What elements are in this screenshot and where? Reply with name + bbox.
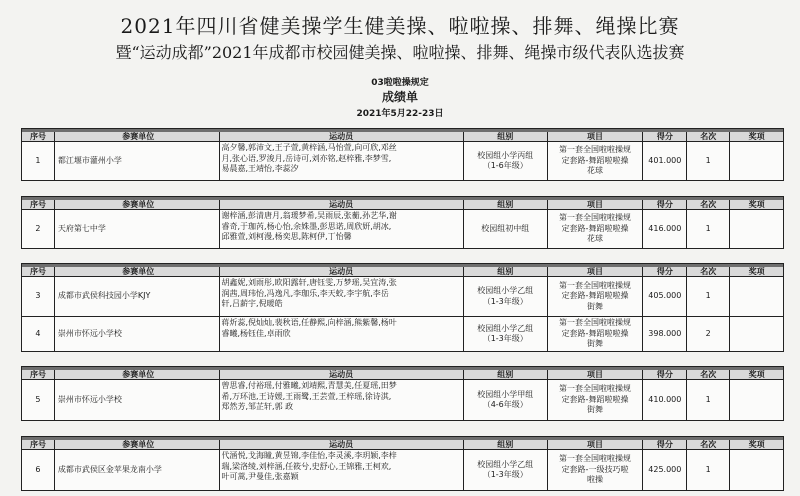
cell-item: 第一套全国啦啦操规 定套路-舞蹈啦啦操 街舞 (548, 380, 644, 420)
table-row (22, 210, 783, 248)
header-group: 组别 (464, 370, 548, 379)
sheet-title: 成绩单 (381, 90, 418, 104)
header-score: 得分 (643, 200, 687, 209)
table-header (22, 197, 783, 210)
cell-award (730, 450, 783, 490)
header-rank: 名次 (687, 132, 730, 141)
header-score: 得分 (643, 132, 687, 141)
header-unit: 参赛单位 (55, 440, 220, 449)
cell-unit: 崇州市怀远小学校 (55, 380, 220, 420)
cell-no: 4 (22, 317, 55, 351)
cell-unit: 崇州市怀远小学校 (55, 317, 220, 351)
result-block-2 (21, 196, 784, 249)
table-row (22, 277, 783, 317)
cell-athletes: 胡鑫妮,刘雨彤,欧阳露轩,唐钰雯,万梦瑶,吴宜涛,张 润茜,周玮怡,冯逸凡,李珈乐,李天蛟,李宇航,李岳 轩,吕薪宇,倪暖皓 (220, 277, 464, 316)
header-no: 序号 (22, 440, 55, 449)
cell-unit: 成都市武侯科技园小学KJY (55, 277, 220, 316)
cell-rank: 1 (687, 142, 730, 180)
header-no: 序号 (22, 200, 55, 209)
header-award: 奖项 (748, 370, 765, 379)
sub-title: 暨“运动成都”2021年成都市校园健美操、啦啦操、排舞、绳操市级代表队选拔赛 (115, 43, 685, 62)
cell-award (730, 210, 783, 248)
cell-item: 第一套全国啦啦操规 定套路-舞蹈啦啦操 街舞 (548, 277, 644, 316)
cell-rank: 1 (687, 277, 730, 316)
header-athletes: 运动员 (220, 200, 464, 209)
table-header (22, 129, 783, 142)
cell-unit: 天府第七中学 (55, 210, 220, 248)
cell-athletes: 高夕馨,郭沛文,王子萱,黄梓涵,马怡萱,向可欣,邓丝 月,张心语,罗浚月,岳诗可,刘亦铭,赵梓雅,李梦雪, 易晨嘉,王靖怡,李蕊汐 (220, 142, 464, 180)
header-group: 组别 (464, 200, 548, 209)
header-item: 项目 (548, 267, 644, 276)
header-no: 序号 (22, 370, 55, 379)
header-item: 项目 (548, 200, 644, 209)
result-block-5 (21, 436, 784, 491)
header-item: 项目 (548, 370, 644, 379)
main-title: 2021年四川省健美操学生健美操、啦啦操、排舞、绳操比赛 (120, 14, 680, 38)
cell-unit: 都江堰市灌州小学 (55, 142, 220, 180)
cell-award (730, 317, 783, 351)
cell-athletes: 蒋炘蕊,倪灿灿,裴秋语,任静熙,向梓涵,熊紫馨,杨叶 睿曦,杨钰佳,卓雨欣 (220, 317, 464, 351)
cell-group: 校园组初中组 (464, 210, 548, 248)
cell-athletes: 谢梓涵,彭清唐月,翁瑗梦希,吴雨辰,张蘅,孙艺华,谢 睿奇,于珈芮,杨心怡,余姝墨,彭思诺,周欣妍,胡冰, 邱雅萱,刘柯漫,杨奕思,陈柯伊,丁怡馨 (220, 210, 464, 248)
cell-score: 410.000 (643, 380, 687, 420)
cell-item: 第一套全国啦啦操规 定套路-舞蹈啦啦操 街舞 (548, 317, 644, 351)
header-athletes: 运动员 (220, 440, 464, 449)
table-row (22, 142, 783, 180)
cell-no: 6 (22, 450, 55, 490)
header-score: 得分 (643, 370, 687, 379)
header-group: 组别 (464, 440, 548, 449)
cell-athletes: 曾思睿,付裕瑶,付雅曦,刘靖熙,青慧美,任夏瑶,田梦 希,万环池,王诗媛,王雨鹭,王芸萱,王梓瑶,徐诗淇, 郑然芳,邹芷轩,郭 政 (220, 380, 464, 420)
cell-item: 第一套全国啦啦操规 定套路-一级技巧啦 啦操 (548, 450, 644, 490)
header-item: 项目 (548, 440, 644, 449)
cell-rank: 2 (687, 317, 730, 351)
cell-award (730, 277, 783, 316)
cell-rank: 1 (687, 450, 730, 490)
header-award: 奖项 (748, 267, 765, 276)
cell-no: 2 (22, 210, 55, 248)
cell-item: 第一套全国啦啦操规 定套路-舞蹈啦啦操 花球 (548, 210, 644, 248)
cell-award (730, 380, 783, 420)
cell-athletes: 代涵悦,戈海瞳,黄昱锦,李佳怡,李灵溪,李玥颖,李梓 瑞,梁洛绫,刘梓涵,任筱兮,史舒心,王锦雅,王柯欢, 叶可蒿,尹曼佳,张嘉颖 (220, 450, 464, 490)
header-group: 组别 (464, 267, 548, 276)
header-unit: 参赛单位 (55, 132, 220, 141)
result-block-4 (21, 366, 784, 421)
cell-group: 校园组小学丙组 （1-6年级） (464, 142, 548, 180)
cell-score: 398.000 (643, 317, 687, 351)
header-group: 组别 (464, 132, 548, 141)
cell-award (730, 142, 783, 180)
table-header (22, 367, 783, 380)
cell-no: 5 (22, 380, 55, 420)
table-row (22, 380, 783, 420)
cell-unit: 成都市武侯区金苹果龙南小学 (55, 450, 220, 490)
header-athletes: 运动员 (220, 132, 464, 141)
header-athletes: 运动员 (220, 370, 464, 379)
header-rank: 名次 (687, 267, 730, 276)
header-unit: 参赛单位 (55, 200, 220, 209)
cell-no: 3 (22, 277, 55, 316)
cell-group: 校园组小学甲组 （4-6年级） (464, 380, 548, 420)
cell-item: 第一套全国啦啦操规 定套路-舞蹈啦啦操 花球 (548, 142, 644, 180)
header-award: 奖项 (748, 132, 765, 141)
header-score: 得分 (643, 267, 687, 276)
header-rank: 名次 (687, 370, 730, 379)
cell-score: 416.000 (643, 210, 687, 248)
cell-score: 401.000 (643, 142, 687, 180)
cell-rank: 1 (687, 210, 730, 248)
result-block-1 (21, 128, 784, 181)
table-header (22, 437, 783, 450)
header-rank: 名次 (687, 440, 730, 449)
cell-score: 405.000 (643, 277, 687, 316)
cell-no: 1 (22, 142, 55, 180)
header-award: 奖项 (748, 440, 765, 449)
cell-score: 425.000 (643, 450, 687, 490)
cell-group: 校园组小学乙组 （1-3年级） (464, 450, 548, 490)
table-row (22, 450, 783, 490)
cell-rank: 1 (687, 380, 730, 420)
header-unit: 参赛单位 (55, 370, 220, 379)
header-item: 项目 (548, 132, 644, 141)
table-header (22, 264, 783, 277)
header-award: 奖项 (748, 200, 765, 209)
header-athletes: 运动员 (220, 267, 464, 276)
header-score: 得分 (643, 440, 687, 449)
header-unit: 参赛单位 (55, 267, 220, 276)
header-rank: 名次 (687, 200, 730, 209)
header-no: 序号 (22, 267, 55, 276)
header-no: 序号 (22, 132, 55, 141)
event-date: 2021年5月22-23日 (356, 109, 444, 119)
table-row (22, 317, 783, 351)
result-block-3 (21, 263, 784, 352)
event-name: 03啦啦操规定 (371, 78, 429, 88)
cell-group: 校园组小学乙组 （1-3年级） (464, 277, 548, 316)
cell-group: 校园组小学乙组 （1-3年级） (464, 317, 548, 351)
